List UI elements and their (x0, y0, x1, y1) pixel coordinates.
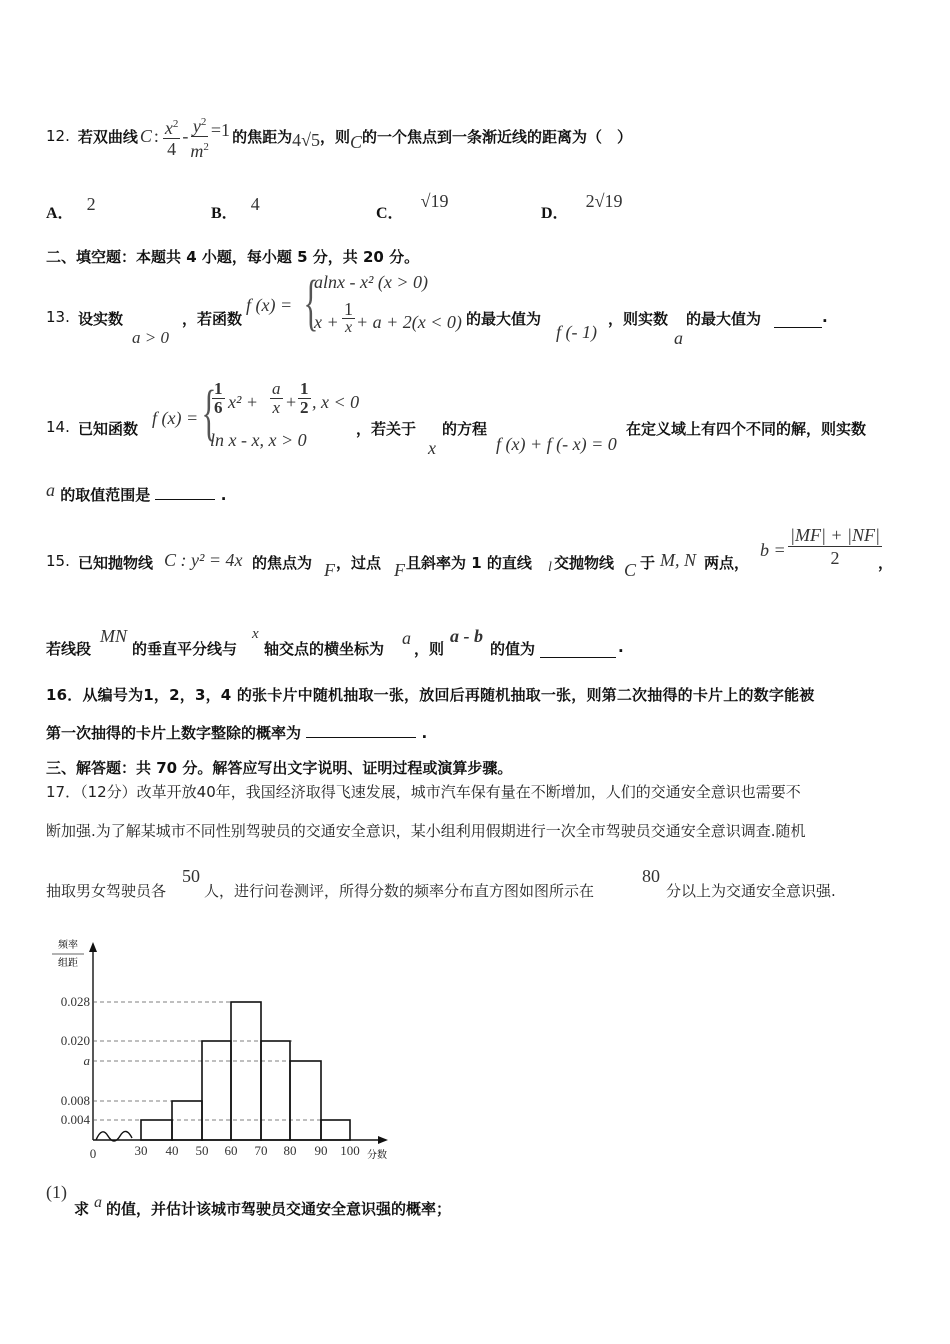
q17-part1-b: 的值，并估计该城市驾驶员交通安全意识强的概率； (106, 1200, 452, 1218)
q16-line2-text: 第一次抽得的卡片上数字整除的概率为 (46, 724, 302, 742)
q13-case2-frac: $\frac{1}{x}$ (344, 299, 353, 336)
q12-colon: : (153, 125, 159, 146)
x-tick-80: 80 (283, 1143, 297, 1158)
x-tick-70: 70 (254, 1143, 268, 1158)
y-axis-arrow-icon (89, 942, 97, 952)
q17-line3b: 人，进行问卷测评，所得分数的频率分布直方图如图所示在 (204, 882, 595, 900)
q13-text1: 设实数 (78, 310, 124, 328)
q14-x2: x² + (228, 392, 259, 412)
q15-text2: 的焦点为 (252, 554, 313, 572)
x-origin: 0 (89, 1146, 97, 1161)
q14-frac1: $\frac{1}{6}$ (214, 379, 223, 417)
q15-line2-text5: 的值为 (490, 640, 536, 658)
q15-line2-x: x (252, 626, 259, 642)
q17-part1 (46, 1182, 646, 1222)
x-axis-label: 分数 (367, 1150, 387, 1161)
y-tick-0020: 0.020 (60, 1033, 90, 1048)
q13-case1: alnx - x² (x > 0) (314, 272, 428, 292)
q12-mid: 的焦距为 (232, 127, 293, 146)
q15-l: l (548, 560, 552, 575)
q12-equals: =1 (210, 119, 231, 140)
y-tick-0028: 0.028 (60, 994, 90, 1009)
q15-text5: 交抛物线 (554, 554, 615, 572)
q15-line (46, 524, 906, 584)
y-label-den: 组距 (58, 958, 78, 969)
x-tick-30: 30 (134, 1143, 148, 1158)
q14-number: 14. (46, 418, 70, 436)
bar-40-50 (172, 1101, 202, 1140)
q14-line2-text: 的取值范围是 (60, 486, 151, 504)
q13-brace: { (303, 269, 319, 337)
histogram-svg (40, 930, 400, 1170)
q17-line3 (46, 866, 906, 902)
q13-cond: a > 0 (132, 328, 169, 347)
q17-line3a: 抽取男女驾驶员各 (46, 882, 167, 900)
q15-line2-text2: 的垂直平分线与 (132, 640, 238, 658)
q14-text4: 在定义域上有四个不同的解，则实数 (626, 420, 867, 438)
q17-part1-var: a (94, 1194, 102, 1211)
q15-line2-MN: MN (100, 626, 127, 646)
x-axis-arrow-icon (378, 1136, 388, 1144)
q14-end: . (220, 486, 227, 504)
q15-b-eq: b = (760, 540, 786, 560)
bar-60-70 (231, 1002, 261, 1140)
y-tick-0008: 0.008 (60, 1093, 90, 1108)
q13-fm1: f (- 1) (556, 322, 597, 342)
q15-line2-text3: 轴交点的横坐标为 (264, 640, 385, 658)
q12-frac2: $\frac{y^2}{m^2}$ (190, 112, 209, 161)
q14-text2: ，若关于 (356, 420, 417, 438)
q17-line1: 17．（12分）改革开放40年，我国经济取得飞速发展，城市汽车保有量在不断增加，人们的交通安全意识也需要不 (46, 783, 801, 801)
q14-text1: 已知函数 (78, 420, 139, 438)
q14-fx: f (x) = (152, 408, 199, 428)
bar-30-40 (141, 1120, 172, 1140)
q14-frac3: $\frac{1}{2}$ (300, 379, 309, 417)
q15-parabola: C : y² = 4x (164, 550, 243, 570)
q12-focal: 4√5 (292, 129, 320, 150)
q16-line2 (46, 722, 427, 743)
y-tick-0004: 0.004 (60, 1112, 90, 1127)
q15-answer-blank[interactable] (540, 656, 616, 658)
q12-option-b: B． 4 (211, 194, 260, 222)
q16-answer-blank[interactable] (306, 736, 416, 738)
q15-text4: 且斜率为 1 的直线 (406, 554, 532, 572)
q12-option-c: C． √19 (376, 191, 449, 222)
q13-case2b: + a + 2(x < 0) (356, 312, 462, 332)
q15-line2-text4: ，则 (414, 640, 445, 658)
q14-equation: f (x) + f (- x) = 0 (496, 434, 617, 454)
q14-var: x (428, 438, 436, 458)
histogram-chart (40, 930, 400, 1170)
q16-line1: 16．从编号为1，2，3，4 的张卡片中随机抽取一张，放回后再随机抽取一张，则第二次抽得的卡片上的数字能被 (46, 686, 815, 704)
y-tick-a: a (83, 1053, 90, 1068)
q14-text3: 的方程 (442, 420, 488, 438)
q12-mid2: ，则 (319, 127, 350, 146)
q17-n50: 50 (182, 866, 200, 886)
q14-line (46, 378, 906, 458)
q13-number: 13. (46, 308, 70, 326)
q17-part1-a: 求 (74, 1200, 90, 1218)
q12-curve: C (139, 125, 152, 146)
bar-50-60 (202, 1041, 231, 1140)
q14-frac2: $\frac{a}{x}$ (272, 379, 281, 417)
q13-answer-blank[interactable] (774, 326, 822, 328)
q12-suffix: 的一个焦点到一条渐近线的距离为（ ） (362, 127, 633, 146)
q15-text3: ，过点 (336, 554, 382, 572)
q15-line2-expr: a - b (450, 626, 483, 646)
q14-plus: + (286, 392, 297, 412)
q15-comma: ， (878, 554, 894, 572)
q12-number: 12. (46, 127, 70, 145)
q14-brace: { (201, 379, 217, 447)
q13-end: . (822, 308, 828, 326)
q17-n80: 80 (642, 866, 660, 886)
q12-minus: - (182, 125, 189, 146)
q13-text5: 的最大值为 (686, 310, 762, 328)
q17-line2: 断加强.为了解某城市不同性别驾驶员的交通安全意识，某小组利用假期进行一次全市驾驶员交通安全意识调查.随机 (46, 822, 806, 840)
q15-b-frac: $\frac{|MF| + |NF|}{2}$ (790, 525, 880, 568)
q15-MN: M, N (660, 550, 696, 570)
q15-F2: F (394, 560, 405, 580)
section2-heading: 二、填空题：本题共 4 小题，每小题 5 分，共 20 分。 (46, 248, 420, 266)
x-tick-100: 100 (340, 1143, 360, 1158)
q14-answer-blank[interactable] (155, 498, 215, 500)
q14-line2 (46, 480, 227, 505)
bar-70-80 (261, 1041, 290, 1140)
q13-text3: 的最大值为 (466, 310, 542, 328)
q15-text6: 于 (640, 554, 656, 572)
bar-80-90 (290, 1061, 321, 1140)
section3-heading: 三、解答题：共 70 分。解答应写出文字说明、证明过程或演算步骤。 (46, 759, 513, 777)
q14-line2-var: a (46, 480, 55, 500)
q13-text4: ，则实数 (608, 310, 669, 328)
q12-line (46, 108, 632, 164)
q15-text7: 两点， (704, 554, 750, 572)
q12-option-a: A． 2 (46, 194, 96, 222)
x-tick-40: 40 (165, 1143, 179, 1158)
q14-case2: ln x - x, x > 0 (210, 430, 307, 450)
y-label-num: 频率 (58, 940, 78, 951)
x-tick-90: 90 (314, 1143, 328, 1158)
x-tick-50: 50 (195, 1143, 209, 1158)
q15-line2-text1: 若线段 (46, 640, 92, 658)
q15-text1: 已知抛物线 (78, 554, 154, 572)
x-tick-60: 60 (224, 1143, 238, 1158)
q15-C: C (624, 560, 637, 580)
q15-line2-a: a (402, 628, 411, 648)
q13-text2: ，若函数 (182, 310, 243, 328)
q15-F1: F (324, 560, 335, 580)
q14-cond1: , x < 0 (312, 392, 360, 412)
q17-part1-num: (1) (46, 1182, 67, 1202)
q15-number: 15. (46, 552, 70, 570)
q12-option-d: D． 2√19 (541, 191, 623, 222)
q12-curve2: C (349, 131, 362, 152)
q16-end: . (421, 724, 428, 742)
q12-frac1: $\frac{x^2}{4}$ (163, 114, 181, 159)
q13-case2a: x + (314, 312, 339, 332)
bar-90-100 (321, 1120, 350, 1140)
q15-end: . (618, 638, 624, 656)
q12-prefix: 若双曲线 (77, 127, 138, 146)
q13-var: a (674, 328, 683, 348)
bars (141, 1002, 350, 1140)
q17-line3c: 分以上为交通安全意识强. (666, 882, 836, 900)
q13-fx: f (x) = (246, 295, 293, 315)
q15-line2 (46, 626, 906, 662)
